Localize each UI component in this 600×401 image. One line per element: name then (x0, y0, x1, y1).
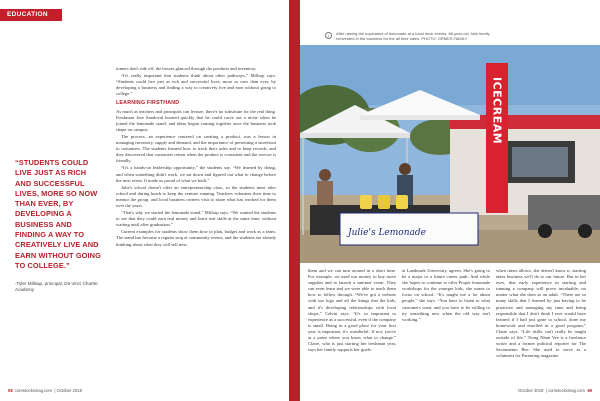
footer-date-right: October 2018 (518, 388, 544, 393)
subheading: LEARNING FIRSTHAND (116, 100, 180, 107)
caption-number-badge: 1 (325, 32, 332, 39)
banner-text: Julie's Lemonade (348, 228, 426, 238)
paragraph: when times allows, she doesn't know it, starting takes business we'll do to our future. But in her eyes, that early experience in starting and running a company will prove invaluable, no matter what she does as an adult. “There are so many skills that I learned by just having to be proactive and managing my time and being responsible that I don't think I ever would have learned if I had just gone to school, done my homework and enrolled in a good program,” Claire says. “Life skills can't really be taught outside of life.” Tiong Nhan Vee is a freelance writer and a former political reporter for The Sacramento Bee. She used to serve as a columnist for Parenting magazine. (496, 268, 586, 359)
section-label: EDUCATION (7, 11, 48, 18)
paragraph: As much as teachers and principals can lecture, there's no substitute for the real thing. Freshman Jose Sandoval learned quickly that he could carve out a niche when he joined the lemonade stand, and ideas began coming together once the business took shape on campus. (116, 108, 276, 132)
paragraph: tomers don't ride off, the bosses glanced through the products and inventory. (116, 66, 257, 71)
page-number-left: 58 (8, 388, 13, 393)
footer-left: 58 comstocksmag.com | October 2018 (8, 388, 82, 393)
section-tab (0, 9, 62, 21)
pull-quote-text: “STUDENTS COULD LIVE JUST AS RICH AND SUCCESSFUL LIVES, MORE SO NOW THAN EVER, BY DEVELOPING A BUSINESS AND FINDING A WAY TO CREATIVELY LIVE AND EARN WITHOUT GOING TO COLLEGE.” (15, 158, 101, 270)
article-column-right-3 (496, 268, 586, 386)
footer-site-right: comstocksmag.com (548, 388, 585, 393)
footer-site-left: comstocksmag.com (15, 388, 52, 393)
article-column-left (116, 66, 276, 386)
paragraph: at Landmark University, agrees. She's going to be a major or a future career path. And while she hopes to continue to offer Proper lemonade workshops for the younger kids, she wants to focus on school. “It's taught me a lot about people,” she says. “You have to listen to what customers want, and you have to be willing to try something new when the old way isn't working.” (402, 268, 490, 322)
footer-right: October 2018 | comstocksmag.com 59 (518, 388, 592, 393)
paragraph: them and we can turn around in a short time. For example, we used our money to buy more supplies and to launch a summer event. They can even learn and we were able to teach them how to follow through. “We've got a website with our logo and all the things that the kids, and it's developing relationships with local shops,” Calvin says. “It's so important to experience as a successful, even if the company is small. Being in a good place for your first year is important, it's wonderful. If not, you're at a point where you know what to change.” Claire, who is just starting her freshman year, says her family supports her goals. (308, 268, 396, 353)
paragraph: Julie's school doesn't offer an entrepreneurship class, so the students meet after school and during lunch to keep the venture running. Teachers volunteer their time to mentor the group, and local business owners visit to share what has worked for them over the years. (116, 184, 276, 208)
truck-sign-text: ICECREAM (490, 77, 504, 145)
paragraph: “That's why we started the lemonade stand,” Millsap says. “We wanted the students to see that they could earn real money and learn real skills at the same time, without waiting until after graduation.” (116, 210, 276, 228)
article-column-right-1 (308, 268, 396, 386)
paragraph: The process, an experience centered on creating a product, was a lesson in managing inventory, supply and demand, and the importance of presenting a storefront to customers. The students learned how to track their sales and to keep records, and they discovered that customers return when the product is consistent and the service is friendly. (116, 133, 276, 164)
article-column-right-2 (402, 268, 490, 386)
paragraph: Current examples for students show them how to plan, budget and work as a team. The stand has become a regular stop at community events, and the students are already thinking about what they will sell next. (116, 229, 276, 247)
page-number-right: 59 (587, 388, 592, 393)
photo-caption: After raising the equivalent of lemonade at a local truck events, 86-year-old Julie family reinvested in the business for the all their sales. PHOTO: ORMES FAMILY (336, 31, 490, 41)
lemonade-stand-photo (300, 45, 600, 263)
pull-quote-attribution: -Tyler Millsap, principal, De Vinci Charter Academy (15, 281, 98, 293)
footer-date-left: October 2018 (56, 388, 82, 393)
paragraph: “It's a hands-on leadership opportunity,” the students say. “We learned by doing, and when something didn't work, we sat down and figured out what to change before the next event. It made us proud of what we built.” (116, 165, 276, 183)
pull-quote (15, 158, 103, 293)
red-gutter-band (289, 0, 300, 401)
paragraph: “It's really important that students think about other pathways,” Millsap says. “Students could live just as rich and successful lives, more so now than ever, by developing a business and finding a way to creatively live and earn without going to college.” (116, 73, 276, 97)
